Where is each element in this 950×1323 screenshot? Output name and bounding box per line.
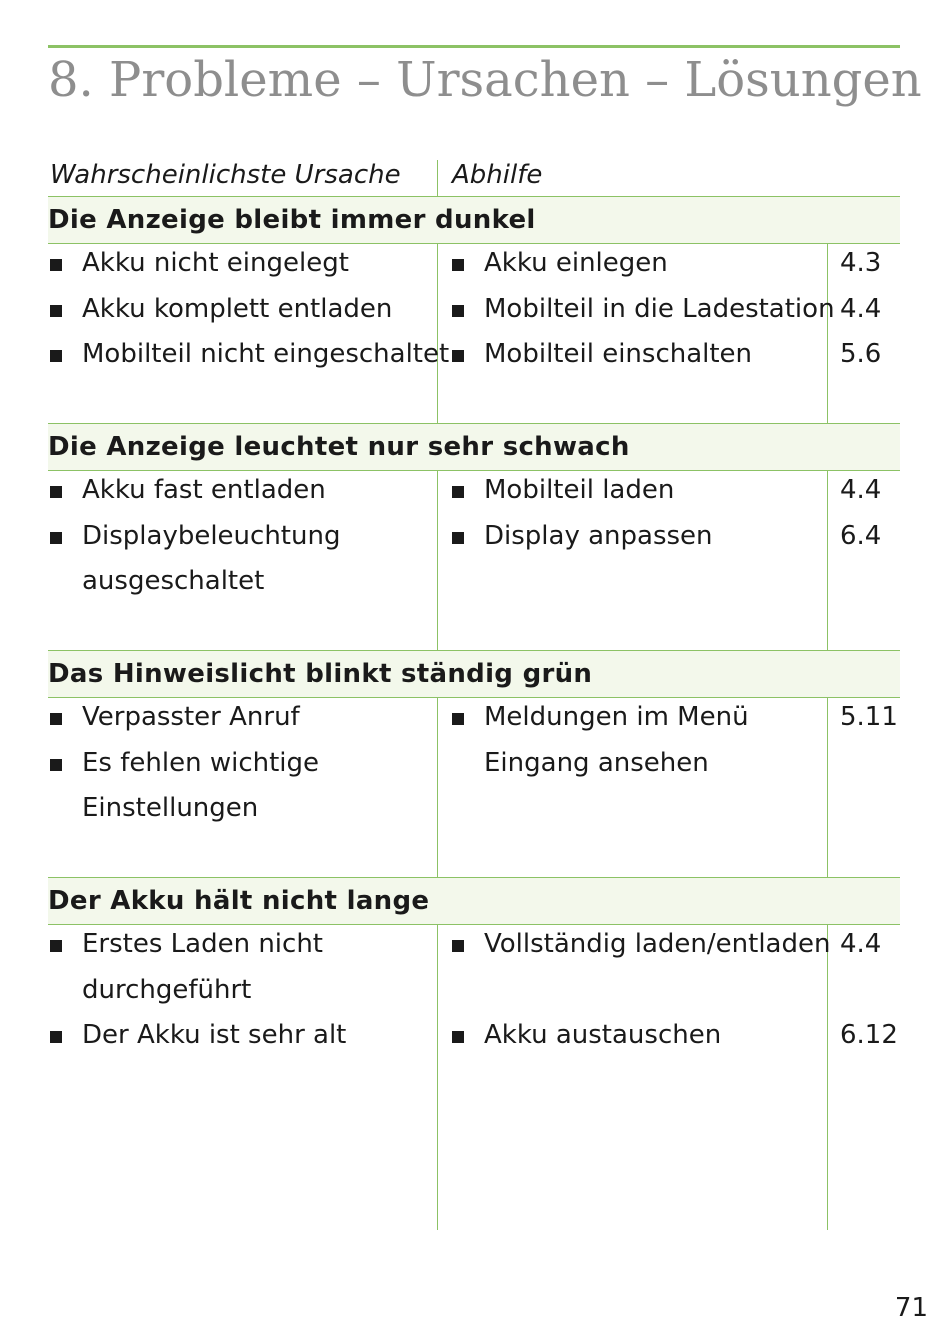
remedy-text: Eingang ansehen: [484, 747, 709, 778]
cause-text: Erstes Laden nicht: [82, 929, 323, 959]
column-divider: [437, 244, 438, 423]
cause-text: Der Akku ist sehr alt: [82, 1020, 347, 1050]
column-divider: [437, 471, 438, 650]
remedy-text: Vollständig laden/entladen: [484, 929, 831, 959]
bullet-icon: [452, 940, 464, 952]
reference-divider: [827, 925, 828, 1230]
section-title: Das Hinweislicht blinkt ständig grün: [48, 659, 593, 689]
bullet-icon: [50, 305, 62, 317]
column-header-remedy: Abhilfe: [452, 160, 543, 190]
cause-text: Akku komplett entladen: [82, 293, 393, 324]
column-divider: [437, 698, 438, 877]
section-reference: 4.3: [840, 248, 882, 278]
bullet-icon: [50, 486, 62, 498]
remedy-text: Akku austauschen: [484, 1020, 722, 1050]
bullet-icon: [50, 532, 62, 544]
remedy-text: Meldungen im Menü: [484, 702, 749, 732]
cause-text: ausgeschaltet: [82, 566, 265, 596]
remedy-text: Mobilteil laden: [484, 475, 675, 505]
bullet-icon: [452, 259, 464, 271]
cause-text: Displaybeleuchtung: [82, 520, 341, 551]
section-header: [48, 877, 900, 925]
bullet-icon: [50, 259, 62, 271]
bullet-icon: [50, 1031, 62, 1043]
section-header: [48, 650, 900, 698]
reference-divider: [827, 244, 828, 423]
bullet-icon: [452, 305, 464, 317]
bullet-icon: [50, 713, 62, 725]
section-reference: 6.4: [840, 520, 882, 551]
bullet-icon: [452, 713, 464, 725]
column-header-cause: Wahrscheinlichste Ursache: [50, 160, 401, 190]
cause-text: durchgeführt: [82, 974, 252, 1005]
reference-divider: [827, 698, 828, 877]
section-title: Die Anzeige bleibt immer dunkel: [48, 205, 536, 235]
bullet-icon: [50, 940, 62, 952]
cause-text: Akku nicht eingelegt: [82, 248, 349, 278]
bullet-icon: [452, 532, 464, 544]
section-reference: 4.4: [840, 293, 882, 324]
cause-text: Mobilteil nicht eingeschaltet: [82, 339, 450, 369]
remedy-text: Akku einlegen: [484, 248, 668, 278]
column-divider: [437, 925, 438, 1230]
section-header: [48, 196, 900, 244]
column-divider: [437, 160, 438, 196]
bullet-icon: [50, 350, 62, 362]
bullet-icon: [50, 759, 62, 771]
section-header: [48, 423, 900, 471]
section-reference: 4.4: [840, 929, 882, 959]
bullet-icon: [452, 486, 464, 498]
remedy-text: Display anpassen: [484, 520, 713, 551]
section-title: Der Akku hält nicht lange: [48, 886, 430, 916]
cause-text: Einstellungen: [82, 793, 259, 823]
remedy-text: Mobilteil in die Ladestation: [484, 293, 835, 324]
page-title: 8. Probleme – Ursachen – Lösungen: [48, 52, 922, 108]
section-title: Die Anzeige leuchtet nur sehr schwach: [48, 432, 630, 462]
section-reference: 5.6: [840, 339, 882, 369]
section-reference: 4.4: [840, 475, 882, 505]
bullet-icon: [452, 350, 464, 362]
page-number: 71: [894, 1293, 928, 1323]
section-reference: 5.11: [840, 702, 898, 732]
top-rule: [48, 45, 900, 48]
section-reference: 6.12: [840, 1020, 898, 1050]
cause-text: Es fehlen wichtige: [82, 747, 320, 778]
reference-divider: [827, 471, 828, 650]
bullet-icon: [452, 1031, 464, 1043]
cause-text: Akku fast entladen: [82, 475, 326, 505]
remedy-text: Mobilteil einschalten: [484, 339, 753, 369]
cause-text: Verpasster Anruf: [82, 702, 300, 732]
